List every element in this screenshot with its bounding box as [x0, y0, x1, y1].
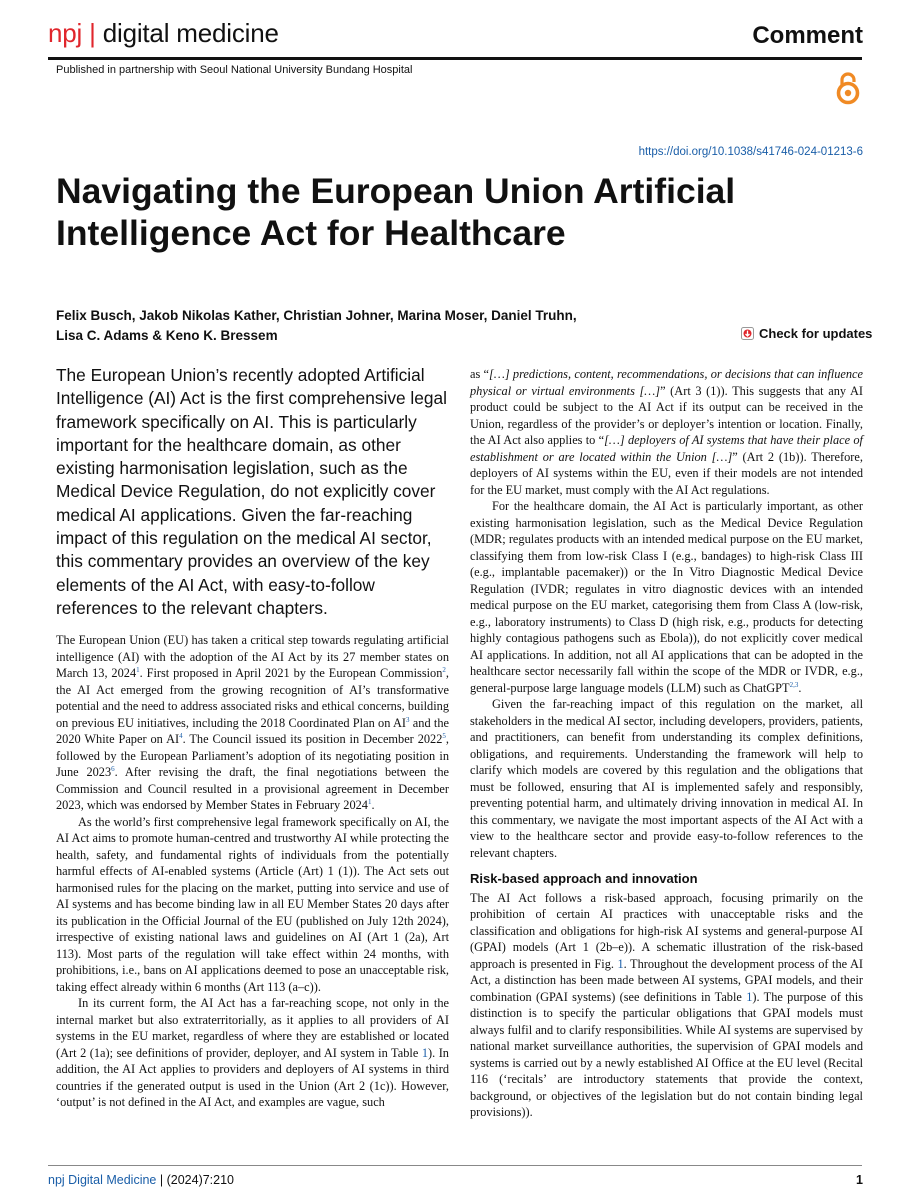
citation[interactable]: 4: [179, 731, 183, 740]
author-line-2: Lisa C. Adams & Keno K. Bressem: [56, 328, 278, 343]
check-updates-label: Check for updates: [759, 326, 873, 341]
author-line-1: Felix Busch, Jakob Nikolas Kather, Christian Johner, Marina Moser, Daniel Truhn,: [56, 308, 577, 323]
header-rule: [48, 57, 862, 60]
citation[interactable]: 5: [442, 731, 446, 740]
journal-name: digital medicine: [102, 18, 279, 48]
paragraph: [56, 632, 449, 814]
quote: […] predictions, content, recommendations, or decisions that can influence physical or virtual environments […]: [470, 367, 863, 398]
figure-link[interactable]: 1: [617, 956, 624, 971]
doi-link[interactable]: https://doi.org/10.1038/s41746-024-01213-6: [638, 146, 863, 158]
footer-journal[interactable]: npj Digital Medicine: [48, 1173, 157, 1187]
text: ). In addition, the AI Act applies to providers and deployers of AI systems in third countries if the generated output is used in the Union (Art 2 (1c)). However, ‘output’ is not defined in the AI Act, and examples are vague, such: [56, 1045, 449, 1109]
table-link[interactable]: 1: [746, 989, 753, 1004]
check-updates-icon: [741, 327, 754, 340]
text: and the 2020 White Paper on AI: [56, 715, 449, 746]
citation[interactable]: 2: [442, 665, 446, 674]
text: ” (Art 2 (1b)). Therefore, deployers of AI systems within the EU, even if their models are not intended for the EU market, must comply with the AI Act regulations.: [470, 449, 863, 497]
section-heading: Risk-based approach and innovation: [470, 871, 698, 886]
table-link[interactable]: 1: [421, 1045, 428, 1060]
text: . After revising the draft, the final negotiations between the Commission and Council resulted in a provisional agreement in December 2023, which was endorsed by Member States in February 2024: [56, 765, 449, 812]
citation[interactable]: 2,3: [789, 680, 799, 689]
citation[interactable]: 3: [406, 715, 410, 724]
paragraph: [470, 498, 863, 696]
author-list: [56, 306, 696, 346]
paragraph: As the world’s first comprehensive legal framework specifically on AI, the AI Act aims to promote human-centred and trustworthy AI while protecting the health, safety, and fundamental rights of individuals from the potentially harmful effects of AI-enabled systems (Article (Art) 1 (1)). The Act sets out harmonised rules for the placing on the market, putting into service and use of AI systems and has become binding law in all EU Member States 20 days after its publication in the Official Journal of the EU (published on July 12th 2024), irrespective of existing national laws and guidelines on AI (Art 1 (2a), Art 113). Most parts of the regulation will take effect within 24 months, with prohibitions, i.e., bans on AI applications deemed to pose an unacceptable risk, taking effect already within 6 months (Art 113 (a–c)).: [56, 814, 449, 994]
check-updates-button[interactable]: [741, 326, 872, 341]
text: , followed by the European Parliament’s adoption of its negotiating position in June 2023: [56, 732, 449, 779]
footer-citation: [48, 1173, 234, 1187]
quote: […] deployers of AI systems that have their place of establishment or are located within the Union […]: [470, 433, 863, 464]
footer-sep: |: [156, 1173, 167, 1187]
paragraph: Given the far-reaching impact of this regulation on the market, all stakeholders in the medical AI sector, including developers, providers, patients, and practitioners, can benefit from understanding its complex definitions, obligations, and requirements. Understanding the framework will help to clarify which models are covered by this regulation and the obligations that must be followed, ensuring that AI is implemented safely and responsibly, preventing potential harm, and ultimately driving innovation in medical AI. In this commentary, we navigate the most important aspects of the AI Act with a view to the healthcare sector and provide easy-to-follow references to the relevant chapters.: [470, 697, 863, 860]
text: . First proposed in April 2021 by the European Commission: [139, 666, 443, 680]
partnership-note: Published in partnership with Seoul National University Bundang Hospital: [56, 64, 413, 76]
journal-masthead: [48, 18, 279, 49]
masthead-separator: |: [89, 18, 96, 48]
body-column-right: [470, 366, 863, 1121]
text: For the healthcare domain, the AI Act is particularly important, as other existing harmonisation legislation, such as the Medical Device Regulation (MDR; regulates products with an intended medical purpose on the EU market, classifying them from low-risk Class I (e.g., bandages) to high-risk Class III (e.g., implantable pacemaker)) or the In Vitro Diagnostic Medical Device Regulation (IVDR; regulates in vitro diagnostic devices with an intended medical purpose on the EU market, categorising them from Class A (low-risk, e.g., laboratory instruments) to Class D (high risk, e.g., products for detecting highly contagious pathogens such as Ebola)), do not explicitly cover medical AI applications. In addition, not all AI applications that can be adopted in the healthcare sector necessarily fall within the scope of the MDR or IVDR, e.g., general-purpose large language models (LLM) such as ChatGPT: [470, 499, 863, 695]
text: . Throughout the development process of the AI Act, a distinction has been made between AI systems, GPAI models, and their combination (GPAI systems) (see definitions in Table: [470, 956, 863, 1004]
citation[interactable]: 1: [136, 665, 140, 674]
text: In its current form, the AI Act has a far-reaching scope, not only in the internal market but also extraterritorially, as it applies to all providers of AI systems in the EU market, regardless of where they are established or located (Art 2 (1a); see definitions of provider, deployer, and AI system in Table: [56, 996, 449, 1060]
text: .: [371, 798, 375, 812]
paragraph: [470, 366, 863, 498]
article-title: Navigating the European Union Artificial Intelligence Act for Healthcare: [56, 171, 736, 253]
text: . The Council issued its position in December 2022: [182, 732, 443, 746]
text: as “: [470, 367, 490, 381]
text: ” (Art 3 (1)). This suggests that any AI product could be subject to the AI Act if its output can be received in the Union, regardless of the provider’s or deployer’s intention or location. Finally, the AI Act also applies to “: [470, 383, 863, 447]
paragraph: [56, 995, 449, 1111]
text: The European Union (EU) has taken a critical step towards regulating artificial intelligence (AI) with the adoption of the AI Act by its 27 member states on March 13, 2024: [56, 633, 449, 680]
citation[interactable]: 1: [367, 797, 372, 806]
text: ). The purpose of this distinction is to specify the particular obligations that GPAI models must always fulfil and to clarify responsibilities. While AI systems are supervised by national market surveillance authorities, the supervision of GPAI models and systems is carried out by a newly established AI Office at the EU level (Recital 116 (‘recitals’ are introductory statements that provide the context, background, or objectives of the legislation but do not contain binding legal provisions)).: [470, 989, 864, 1119]
paragraph: [470, 890, 863, 1121]
journal-npj: npj: [48, 18, 83, 48]
open-access-icon: [833, 71, 863, 105]
text: The AI Act follows a risk-based approach, focusing primarily on the prohibition of certain AI practices with unacceptable risks and the classification and obligations for high-risk AI systems and general-purpose AI (GPAI) models (Art 1 (2b–e)). A schematic illustration of the risk-based approach is presented in Fig.: [470, 890, 863, 971]
article-type: Comment: [752, 22, 863, 49]
body-column-left: [56, 632, 449, 1111]
citation[interactable]: 6: [111, 764, 115, 773]
text: .: [798, 680, 802, 695]
footer-rule: [48, 1165, 862, 1166]
page-number: 1: [856, 1173, 863, 1187]
footer-issue: (2024)7:210: [166, 1173, 235, 1187]
abstract: The European Union’s recently adopted Artificial Intelligence (AI) Act is the first comprehensive legal framework specifically on AI. This is particularly important for the healthcare domain, as other existing harmonisation legislation, such as the Medical Device Regulation, do not explicitly cover medical AI applications. Given the far-reaching impact of this regulation on the medical AI sector, this commentary provides an overview of the key elements of the AI Act, with easy-to-follow references to the relevant chapters.: [56, 365, 447, 618]
text: , the AI Act emerged from the growing recognition of AI’s transformative potential and the need to address associated risks and ethical concerns, building on previous EU initiatives, including the 2018 Coordinated Plan on AI: [56, 666, 449, 730]
